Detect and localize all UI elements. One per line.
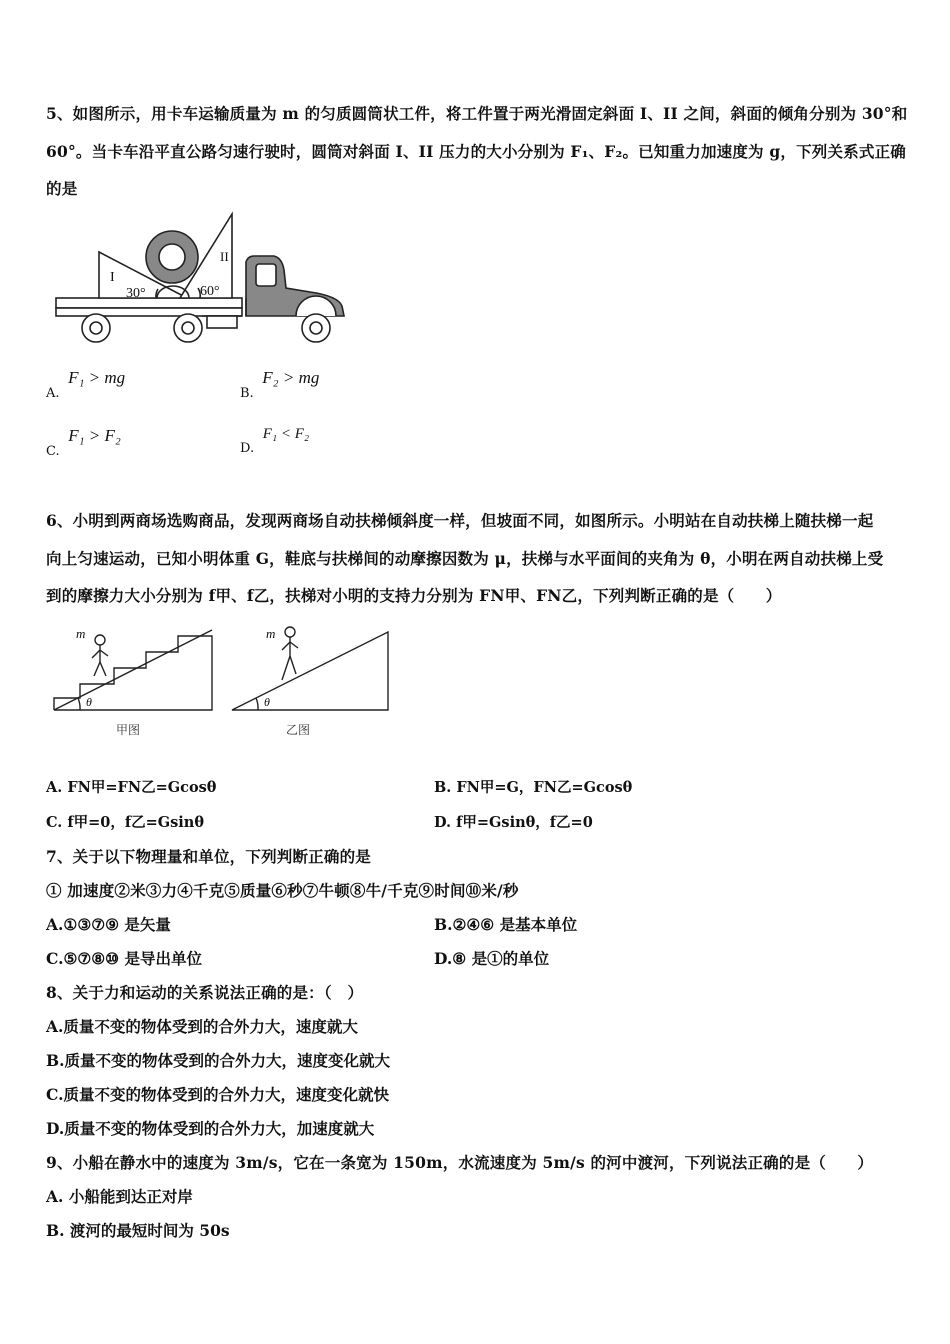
q6-option-a[interactable]: A. FN甲=FN乙=Gcosθ (46, 779, 217, 796)
angle-60-label: 60° (200, 284, 220, 299)
q8-option-b[interactable]: B.质量不变的物体受到的合外力大，速度变化就大 (46, 1051, 390, 1070)
q9-stem: 9、小船在静水中的速度为 3m/s，它在一条宽为 150m，水流速度为 5m/s 的河中渡河，下列说法正确的是（ ） (46, 1153, 874, 1172)
q8-option-c[interactable]: C.质量不变的物体受到的合外力大，速度变化就快 (46, 1085, 389, 1104)
q5-option-a-label: A. (46, 386, 60, 401)
truck-figure (52, 210, 352, 358)
q9-option-b[interactable]: B. 渡河的最短时间为 50s (46, 1221, 230, 1240)
q6-stem-line1: 6、小明到两商场选购商品，发现两商场自动扶梯倾斜度一样，但坡面不同，如图所示。小明站在自动扶梯上随扶梯一起 (46, 511, 874, 530)
q7-option-a[interactable]: A.①③⑦⑨ 是矢量 (46, 915, 171, 934)
mass-label-right: m (266, 626, 276, 641)
q5-option-b-text: F₂ > mg (262, 368, 320, 387)
q5-stem-line2: 60°。当卡车沿平直公路匀速行驶时，圆筒对斜面 I、II 压力的大小分别为 F₁、F₂。已知重力加速度为 g，下列关系式正确 (46, 142, 906, 161)
q7-option-c[interactable]: C.⑤⑦⑧⑩ 是导出单位 (46, 949, 202, 968)
q7-option-b[interactable]: B.②④⑥ 是基本单位 (434, 915, 578, 934)
q5-option-a-text: F₁ > mg (68, 368, 126, 387)
incline-II-label: II (220, 249, 229, 264)
q7-option-d[interactable]: D.⑧ 是①的单位 (434, 949, 550, 968)
q8-stem: 8、关于力和运动的关系说法正确的是：（ ） (46, 983, 364, 1002)
incline-I-label: I (110, 270, 115, 285)
q5-option-b-label: B. (240, 386, 254, 401)
caption-yi: 乙图 (286, 723, 311, 737)
angle-30-label: 30° (126, 286, 146, 301)
q8-option-d[interactable]: D.质量不变的物体受到的合外力大，加速度就大 (46, 1119, 375, 1138)
theta-label-left: θ (86, 695, 92, 709)
q6-option-c[interactable]: C. f甲=0，f乙=Gsinθ (46, 814, 205, 831)
q9-option-a[interactable]: A. 小船能到达正对岸 (46, 1187, 193, 1206)
q6-option-b[interactable]: B. FN甲=G，FN乙=Gcosθ (434, 779, 633, 796)
q5-option-a[interactable] (46, 368, 126, 401)
caption-jia: 甲图 (116, 723, 141, 737)
q5-stem-line1: 5、如图所示，用卡车运输质量为 m 的匀质圆筒状工件，将工件置于两光滑固定斜面 I、II 之间，斜面的倾角分别为 30°和 (46, 104, 908, 123)
mass-label-left: m (76, 626, 86, 641)
q7-stem-line2: ① 加速度②米③力④千克⑤质量⑥秒⑦牛顿⑧牛/千克⑨时间⑩米/秒 (46, 881, 519, 900)
escalator-figure (50, 622, 400, 742)
q6-stem-line2: 向上匀速运动，已知小明体重 G，鞋底与扶梯间的动摩擦因数为 μ，扶梯与水平面间的夹角为 θ，小明在两自动扶梯上受 (46, 549, 884, 568)
q6-stem-line3: 到的摩擦力大小分别为 f甲、f乙，扶梯对小明的支持力分别为 FN甲、FN乙，下列判断正确的是（ ） (46, 586, 782, 605)
q6-option-d[interactable]: D. f甲=Gsinθ，f乙=0 (434, 814, 593, 831)
theta-label-right: θ (264, 695, 270, 709)
q5-option-b[interactable] (240, 368, 320, 401)
q5-option-d-label: D. (240, 441, 255, 456)
q8-option-a[interactable]: A.质量不变的物体受到的合外力大，速度就大 (46, 1017, 358, 1036)
q5-option-d[interactable] (240, 426, 310, 456)
q7-stem-line1: 7、关于以下物理量和单位，下列判断正确的是 (46, 847, 371, 866)
q5-stem-line3: 的是 (46, 179, 78, 198)
q5-option-c-text: F₁ > F₂ (68, 426, 121, 445)
q5-option-c[interactable] (46, 426, 121, 459)
q5-option-c-label: C. (46, 444, 60, 459)
q5-option-d-text: F₁ < F₂ (262, 426, 310, 442)
